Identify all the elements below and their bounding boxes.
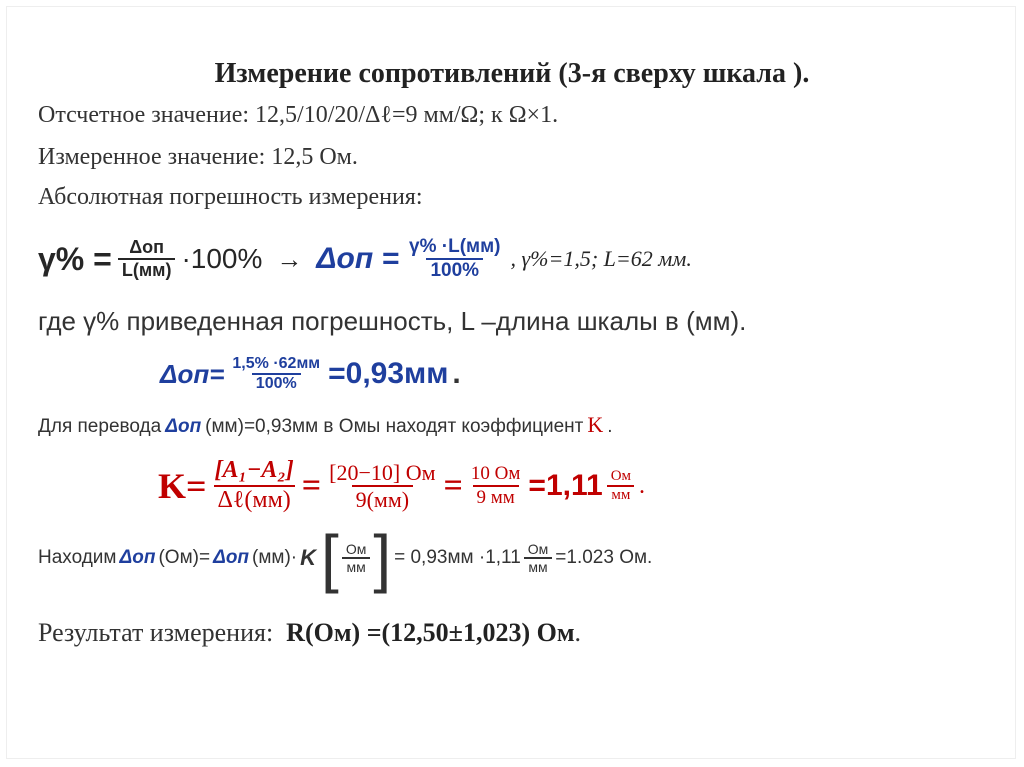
fraction-numerator: 1,5% ·62мм [232,354,321,372]
fraction-scale-difference [211,457,298,514]
reading-line: Отсчетное значение: 12,5/10/20/Δℓ=9 мм/Ω; к Ω×1. [38,102,559,128]
unit-fraction [524,541,553,575]
unit-numerator: Ом [527,540,549,557]
times-100-percent: ·100% [181,243,263,274]
ohm-part: (Ом)= [158,547,211,568]
delta-op-lhs: Δоп = [316,242,400,275]
formula-1 [38,226,692,292]
formula-4: Находим Δоп (Ом)= Δоп (мм)· K [ $\frac{Ом}{мм}$ ] = 0,93мм ·1,11 $\frac{Ом}{мм}$ =1.023 Ом. [38,522,653,594]
k-lhs: K= [158,466,207,506]
fraction-numerator: 10 Ом [470,463,521,485]
delta-op-symbol-2: Δоп [213,547,250,568]
fraction-numerator: [A₁−A₂] [214,457,294,484]
fraction-simplified [467,463,525,509]
bracket-denominator: мм [342,557,369,575]
unit-denominator: мм [524,557,551,575]
find-prefix: Находим [38,547,117,568]
fraction-denominator: Δℓ(мм) [214,485,295,515]
fraction-numerator: [20−10] Ом [329,459,436,485]
conversion-prefix: Для перевода [38,416,162,437]
bracket-unit-fraction [342,541,371,575]
fraction-numerator: γ% ·L(мм) [409,236,501,258]
result-value: R(Ом) =(12,50±1,023) Ом [286,618,575,647]
fraction-denominator: 9 мм [473,485,519,509]
mm-times: (мм)· [252,547,298,568]
result-line [38,618,581,648]
fraction-calculation [228,355,324,394]
result-label: Результат измерения: [38,618,287,647]
fraction-values [325,460,439,513]
k-symbol: K [587,412,604,437]
fraction-numerator: Δоп [129,237,165,258]
delta-op-lhs-2: Δоп= [160,358,225,389]
fraction-denominator: L(мм) [118,258,176,281]
parameter-values: , γ%=1,5; L=62 мм. [510,246,692,271]
calc-end: =1.023 Ом. [555,547,653,568]
formula-2-period: . [452,357,461,390]
measured-line: Измеренное значение: 12,5 Ом. [38,144,358,170]
formula-3 [158,444,645,528]
fraction-gamma-length-over-100 [405,236,504,282]
equals-2: = [443,467,463,504]
delta-op-symbol-1: Δоп [119,547,156,568]
calc-middle: = 0,93мм ·1,11 [394,547,521,568]
delta-op-symbol: Δоп [165,416,202,437]
unit-ohm-per-mm [607,468,635,505]
fraction-denominator: 100% [426,258,483,282]
arrow-icon: → [276,243,303,274]
unit-numerator: Ом [610,467,632,484]
result-period: . [574,618,582,647]
fraction-denominator: 100% [252,373,301,393]
fraction-denominator: 9(мм) [352,485,414,512]
delta-op-result: =0,93мм [328,357,449,390]
conversion-line [38,412,613,438]
formula-2 [160,344,461,404]
unit-denominator: мм [607,485,634,504]
definition-line: где γ% приведенная погрешность, L –длина шкалы в (мм). [38,306,747,336]
fraction-delta-over-length [118,237,176,280]
bracket-numerator: Ом [345,540,367,557]
k-coefficient: K [300,545,317,570]
k-value: =1,11 [528,469,603,502]
conversion-middle: (мм)=0,93мм в Омы находят коэффициент [205,416,584,437]
slide-title: Измерение сопротивлений (3-я сверху шкала ). [214,58,810,89]
equals-1: = [301,467,322,504]
absolute-error-line: Абсолютная погрешность измерения: [38,184,423,210]
gamma-percent-lhs: γ% = [38,240,112,277]
formula-3-period: . [639,472,646,499]
conversion-period: . [607,416,613,437]
